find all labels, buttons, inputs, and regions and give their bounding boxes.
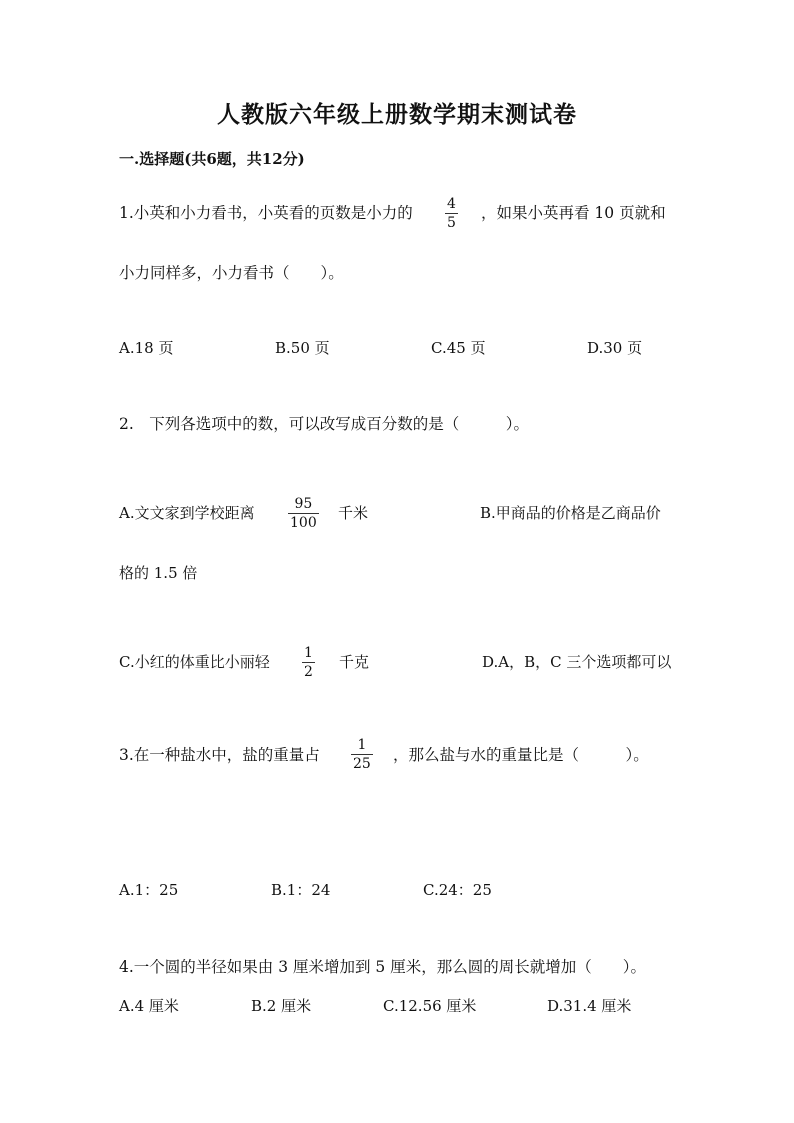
- q3-option-b: B.1：24: [271, 881, 331, 899]
- q4-option-a: A.4 厘米: [119, 997, 179, 1015]
- q1-fraction-denominator: 5: [447, 215, 456, 231]
- q2-option-a-fraction: [288, 496, 319, 531]
- fraction-bar: [302, 662, 315, 663]
- fraction-bar: [351, 754, 373, 755]
- q1-text-start: 1.小英和小力看书，小英看的页数是小力的: [119, 204, 413, 222]
- q2-option-d: D.A，B，C 三个选项都可以: [482, 653, 672, 671]
- q2-option-c-numerator: 1: [304, 645, 313, 661]
- q3-option-c: C.24：25: [423, 881, 492, 899]
- q4-option-d: D.31.4 厘米: [547, 997, 632, 1015]
- q1-option-d: D.30 页: [587, 339, 643, 357]
- q1-text-line2: 小力同样多，小力看书（ ）。: [119, 264, 344, 282]
- q2-option-b-line1: B.甲商品的价格是乙商品价: [480, 504, 661, 522]
- q2-option-a-text: A.文文家到学校距离: [119, 504, 255, 522]
- q1-option-c: C.45 页: [431, 339, 486, 357]
- q2-option-a-numerator: 95: [294, 496, 313, 512]
- q3-fraction-numerator: 1: [357, 737, 367, 753]
- q2-option-a-denominator: 100: [290, 515, 317, 531]
- q3-fraction-denominator: 25: [353, 756, 371, 772]
- q2-option-b-line2: 格的 1.5 倍: [119, 564, 198, 582]
- q2-option-c-unit: 千克: [339, 653, 370, 671]
- q1-text-end: ，如果小英再看 10 页就和: [481, 204, 666, 222]
- section-heading: 一.选择题(共6题，共12分): [119, 150, 305, 168]
- q3-text-start: 3.在一种盐水中，盐的重量占: [119, 746, 320, 764]
- q2-option-c-fraction: [302, 645, 315, 680]
- q4-option-b: B.2 厘米: [251, 997, 312, 1015]
- q4-text: 4.一个圆的半径如果由 3 厘米增加到 5 厘米，那么圆的周长就增加（ ）。: [119, 958, 646, 976]
- q3-fraction: [351, 737, 373, 772]
- q2-option-c-text: C.小红的体重比小丽轻: [119, 653, 270, 671]
- q1-option-b: B.50 页: [275, 339, 330, 357]
- q2-option-c-denominator: 2: [304, 664, 313, 680]
- q2-option-a-unit: 千米: [338, 504, 369, 522]
- q2-text: 2. 下列各选项中的数，可以改写成百分数的是（ ）。: [119, 415, 530, 433]
- fraction-bar: [288, 513, 319, 514]
- q1-fraction-numerator: 4: [447, 196, 456, 212]
- q1-option-a: A.18 页: [119, 339, 174, 357]
- q3-text-end: ，那么盐与水的重量比是（ ）。: [393, 746, 649, 764]
- page-title: 人教版六年级上册数学期末测试卷: [217, 101, 577, 128]
- q4-option-c: C.12.56 厘米: [383, 997, 477, 1015]
- q1-fraction: [445, 196, 458, 231]
- q3-option-a: A.1：25: [119, 881, 179, 899]
- fraction-bar: [445, 213, 458, 214]
